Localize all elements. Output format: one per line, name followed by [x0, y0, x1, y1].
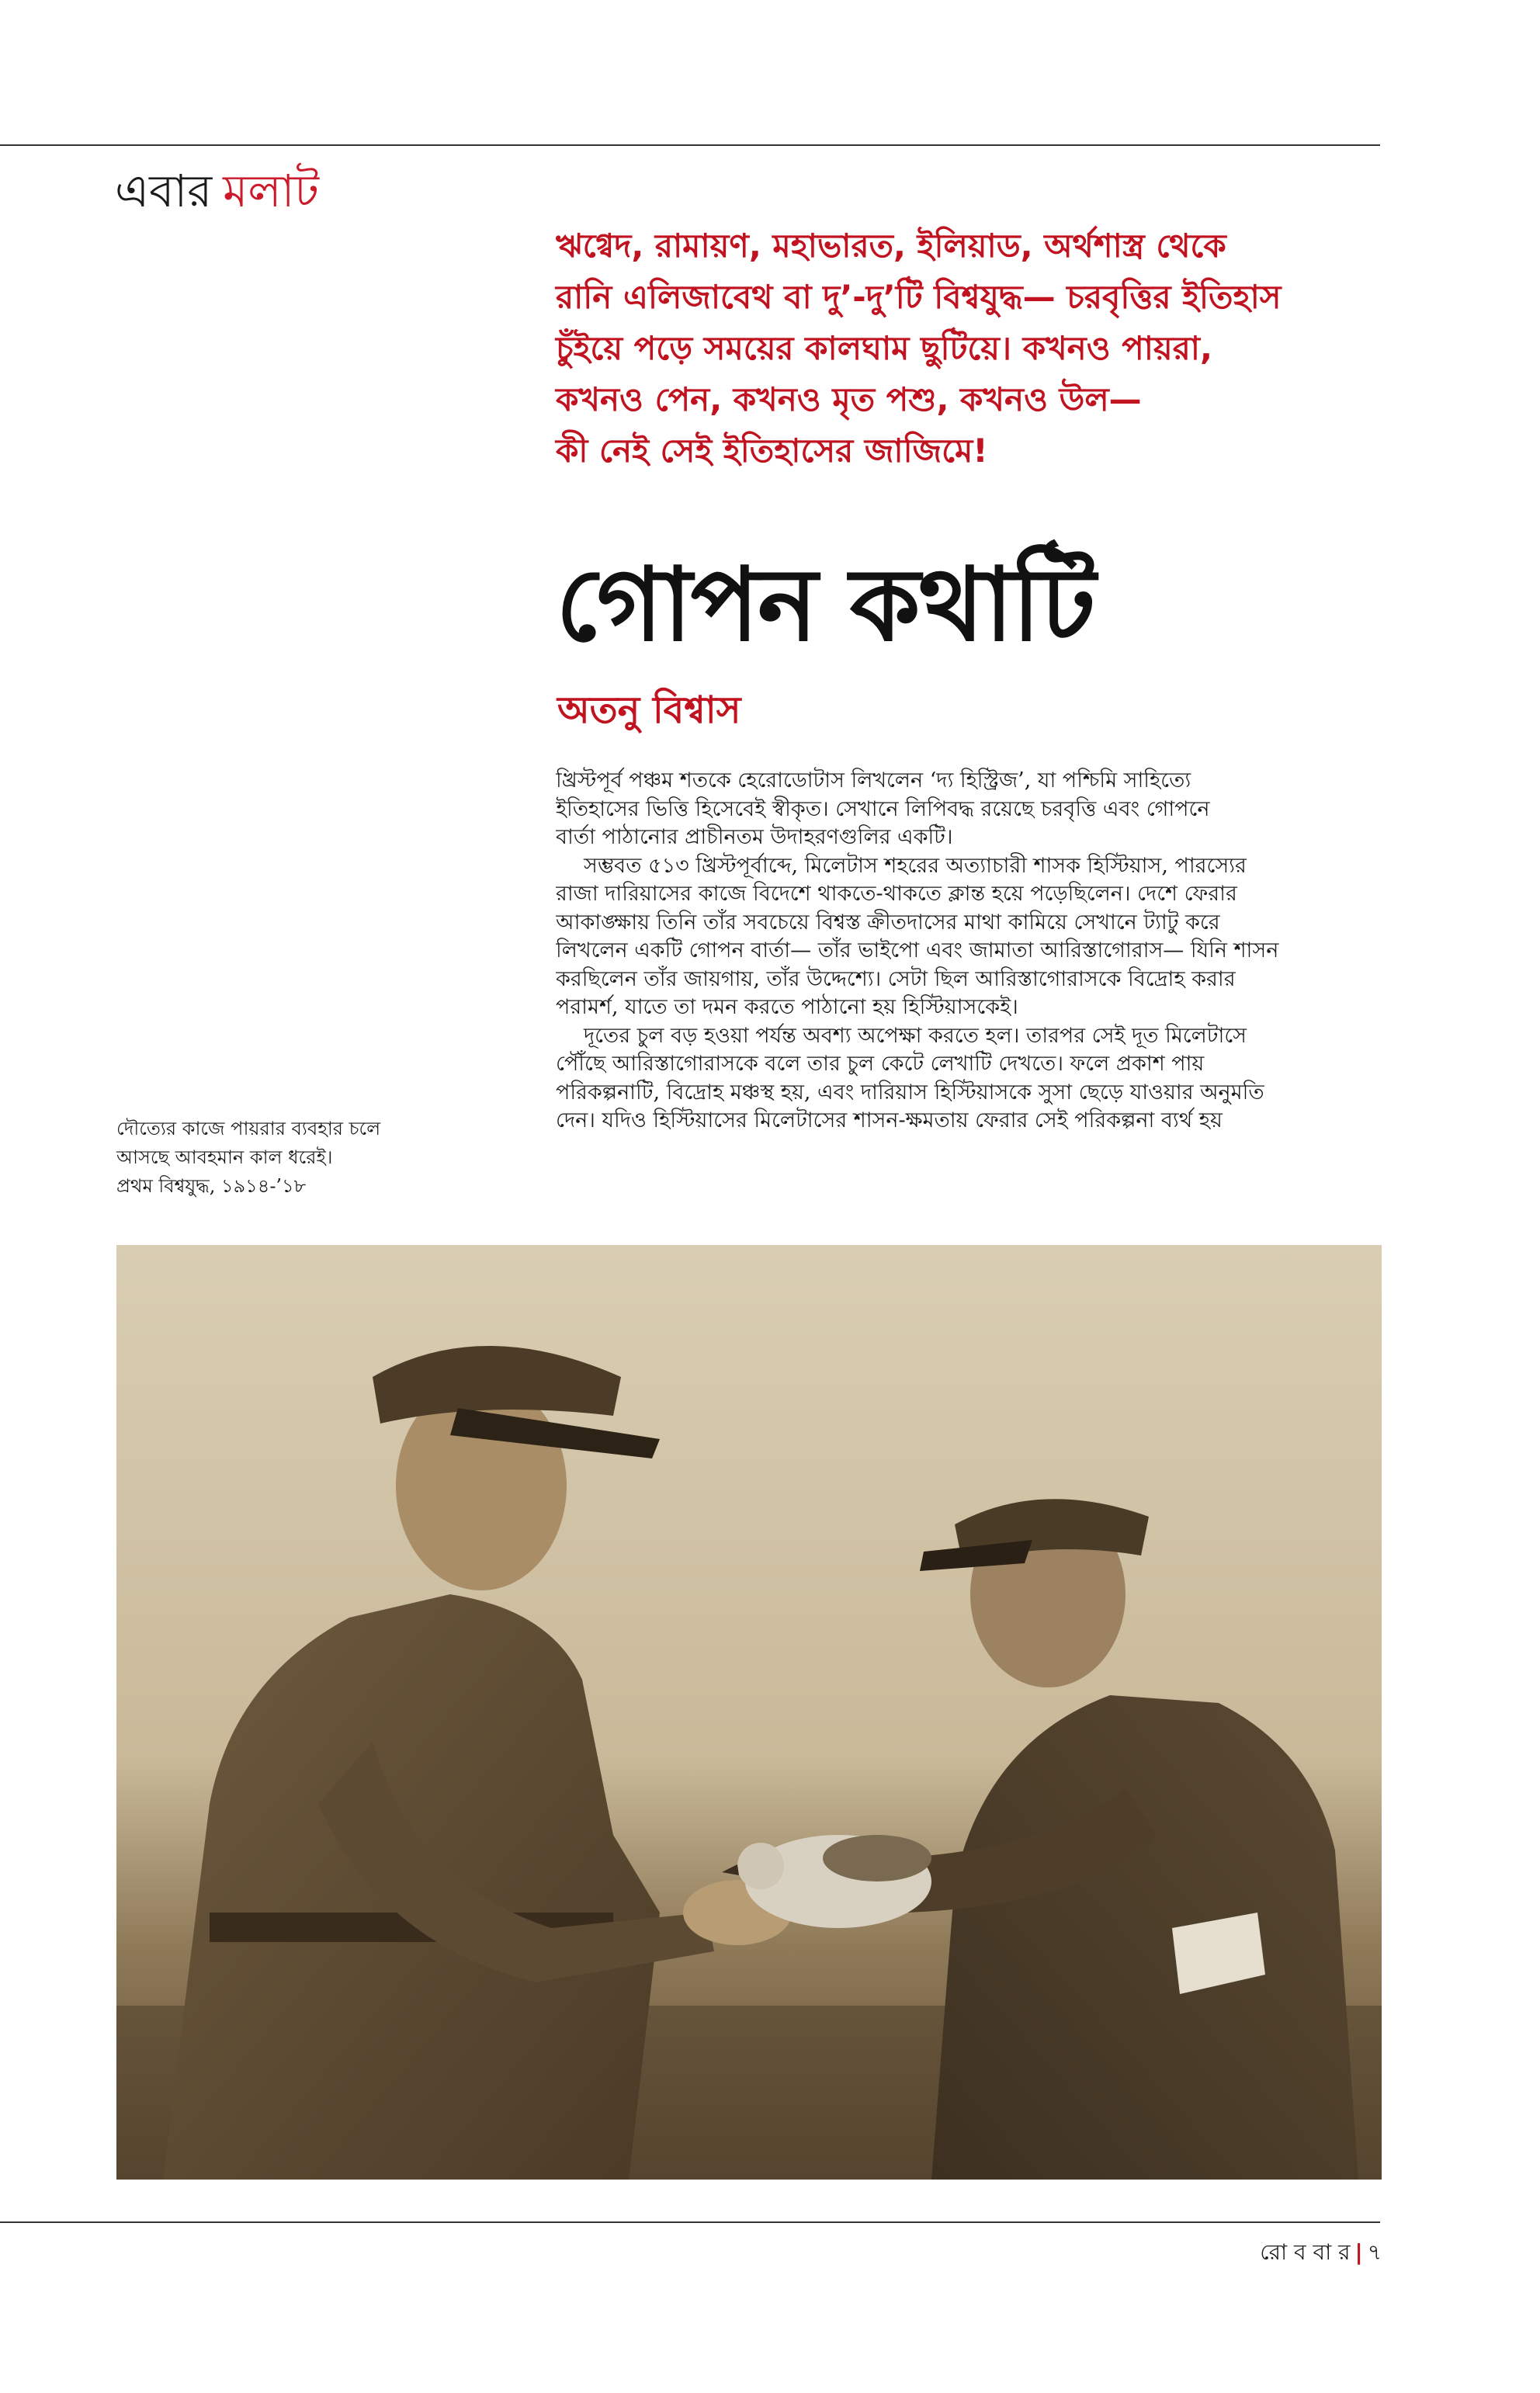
body-line: পৌঁছে আরিস্তাগোরাসকে বলে তার চুল কেটে লেখাটি দেখতে। ফলে প্রকাশ পায়	[556, 1052, 1205, 1076]
body-line: লিখলেন একটি গোপন বার্তা— তাঁর ভাইপো এবং জামাতা আরিস্তাগোরাস— যিনি শাসন	[556, 938, 1279, 962]
body-line: খ্রিস্টপূর্ব পঞ্চম শতকে হেরোডোটাস লিখলেন ‘দ্য হিস্ট্রিজ’, যা পশ্চিমি সাহিত্যে	[556, 768, 1191, 792]
headline: গোপন কথাটি	[556, 546, 1094, 664]
historical-photo	[116, 1245, 1382, 2180]
page-folio	[1242, 2235, 1382, 2270]
byline: অতনু বিশ্বাস	[557, 688, 741, 732]
photo-illustration	[116, 1245, 1382, 2180]
body-line: পরিকল্পনাটি, বিদ্রোহ মঞ্চস্থ হয়, এবং দারিয়াস হিস্টিয়াসকে সুসা ছেড়ে যাওয়ার অনুমতি	[556, 1080, 1264, 1105]
body-line: ইতিহাসের ভিত্তি হিসেবেই স্বীকৃত। সেখানে লিপিবদ্ধ রয়েছে চরবৃত্তি এবং গোপনে	[556, 796, 1210, 821]
body-line: সম্ভবত ৫১৩ খ্রিস্টপূর্বাব্দে, মিলেটাস শহরের অত্যাচারী শাসক হিস্টিয়াস, পারস্যের	[584, 853, 1247, 878]
article-body	[556, 767, 1386, 1136]
bottom-rule	[0, 2221, 1380, 2223]
body-line: করছিলেন তাঁর জায়গায়, তাঁর উদ্দেশ্যে। সেটা ছিল আরিস্তাগোরাসকে বিদ্রোহ করার	[556, 966, 1236, 991]
section-label-word-2: মলাট	[223, 165, 319, 217]
standfirst-line: রানি এলিজাবেথ বা দু’-দু’টি বিশ্বযুদ্ধ— চরবৃত্তির ইতিহাস	[556, 278, 1282, 316]
body-line: দেন। যদিও হিস্টিয়াসের মিলেটাসের শাসন-ক্ষমতায় ফেরার সেই পরিকল্পনা ব্যর্থ হয়	[556, 1108, 1223, 1132]
body-line: পরামর্শ, যাতে তা দমন করতে পাঠানো হয় হিস্টিয়াসকেই।	[556, 995, 1018, 1019]
standfirst-line: কখনও পেন, কখনও মৃত পশু, কখনও উল—	[556, 380, 1142, 418]
section-label	[115, 160, 319, 222]
body-line: বার্তা পাঠানোর প্রাচীনতম উদাহরণগুলির একটি।	[556, 825, 953, 849]
body-line: দূতের চুল বড় হওয়া পর্যন্ত অবশ্য অপেক্ষা করতে হল। তারপর সেই দূত মিলেটাসে	[584, 1023, 1247, 1048]
caption-line: আসছে আবহমান কাল ধরেই।	[116, 1146, 333, 1168]
standfirst-line: ঋগ্বেদ, রামায়ণ, মহাভারত, ইলিয়াড, অর্থশাস্ত্র থেকে	[556, 227, 1226, 265]
magazine-name: রো ব বা র	[1260, 2239, 1351, 2265]
folio-separator: |	[1354, 2239, 1363, 2265]
standfirst-line: কী নেই সেই ইতিহাসের জাজিমে!	[556, 432, 988, 470]
body-line: আকাঙ্ক্ষায় তিনি তাঁর সবচেয়ে বিশ্বস্ত ক্রীতদাসের মাথা কামিয়ে সেখানে ট্যাটু করে	[556, 910, 1220, 935]
standfirst	[556, 220, 1386, 477]
caption-line: দৌত্যের কাজে পায়রার ব্যবহার চলে	[116, 1118, 381, 1139]
page-number: ৭	[1367, 2239, 1382, 2265]
section-label-word-1: এবার	[115, 165, 213, 217]
standfirst-line: চুঁইয়ে পড়ে সময়ের কালঘাম ছুটিয়ে। কখনও পায়রা,	[556, 329, 1212, 367]
photo-caption	[116, 1115, 520, 1201]
body-line: রাজা দারিয়াসের কাজে বিদেশে থাকতে-থাকতে ক্লান্ত হয়ে পড়েছিলেন। দেশে ফেরার	[556, 882, 1237, 906]
caption-line: প্রথম বিশ্বযুদ্ধ, ১৯১৪-’১৮	[116, 1175, 307, 1197]
top-rule	[0, 144, 1380, 146]
